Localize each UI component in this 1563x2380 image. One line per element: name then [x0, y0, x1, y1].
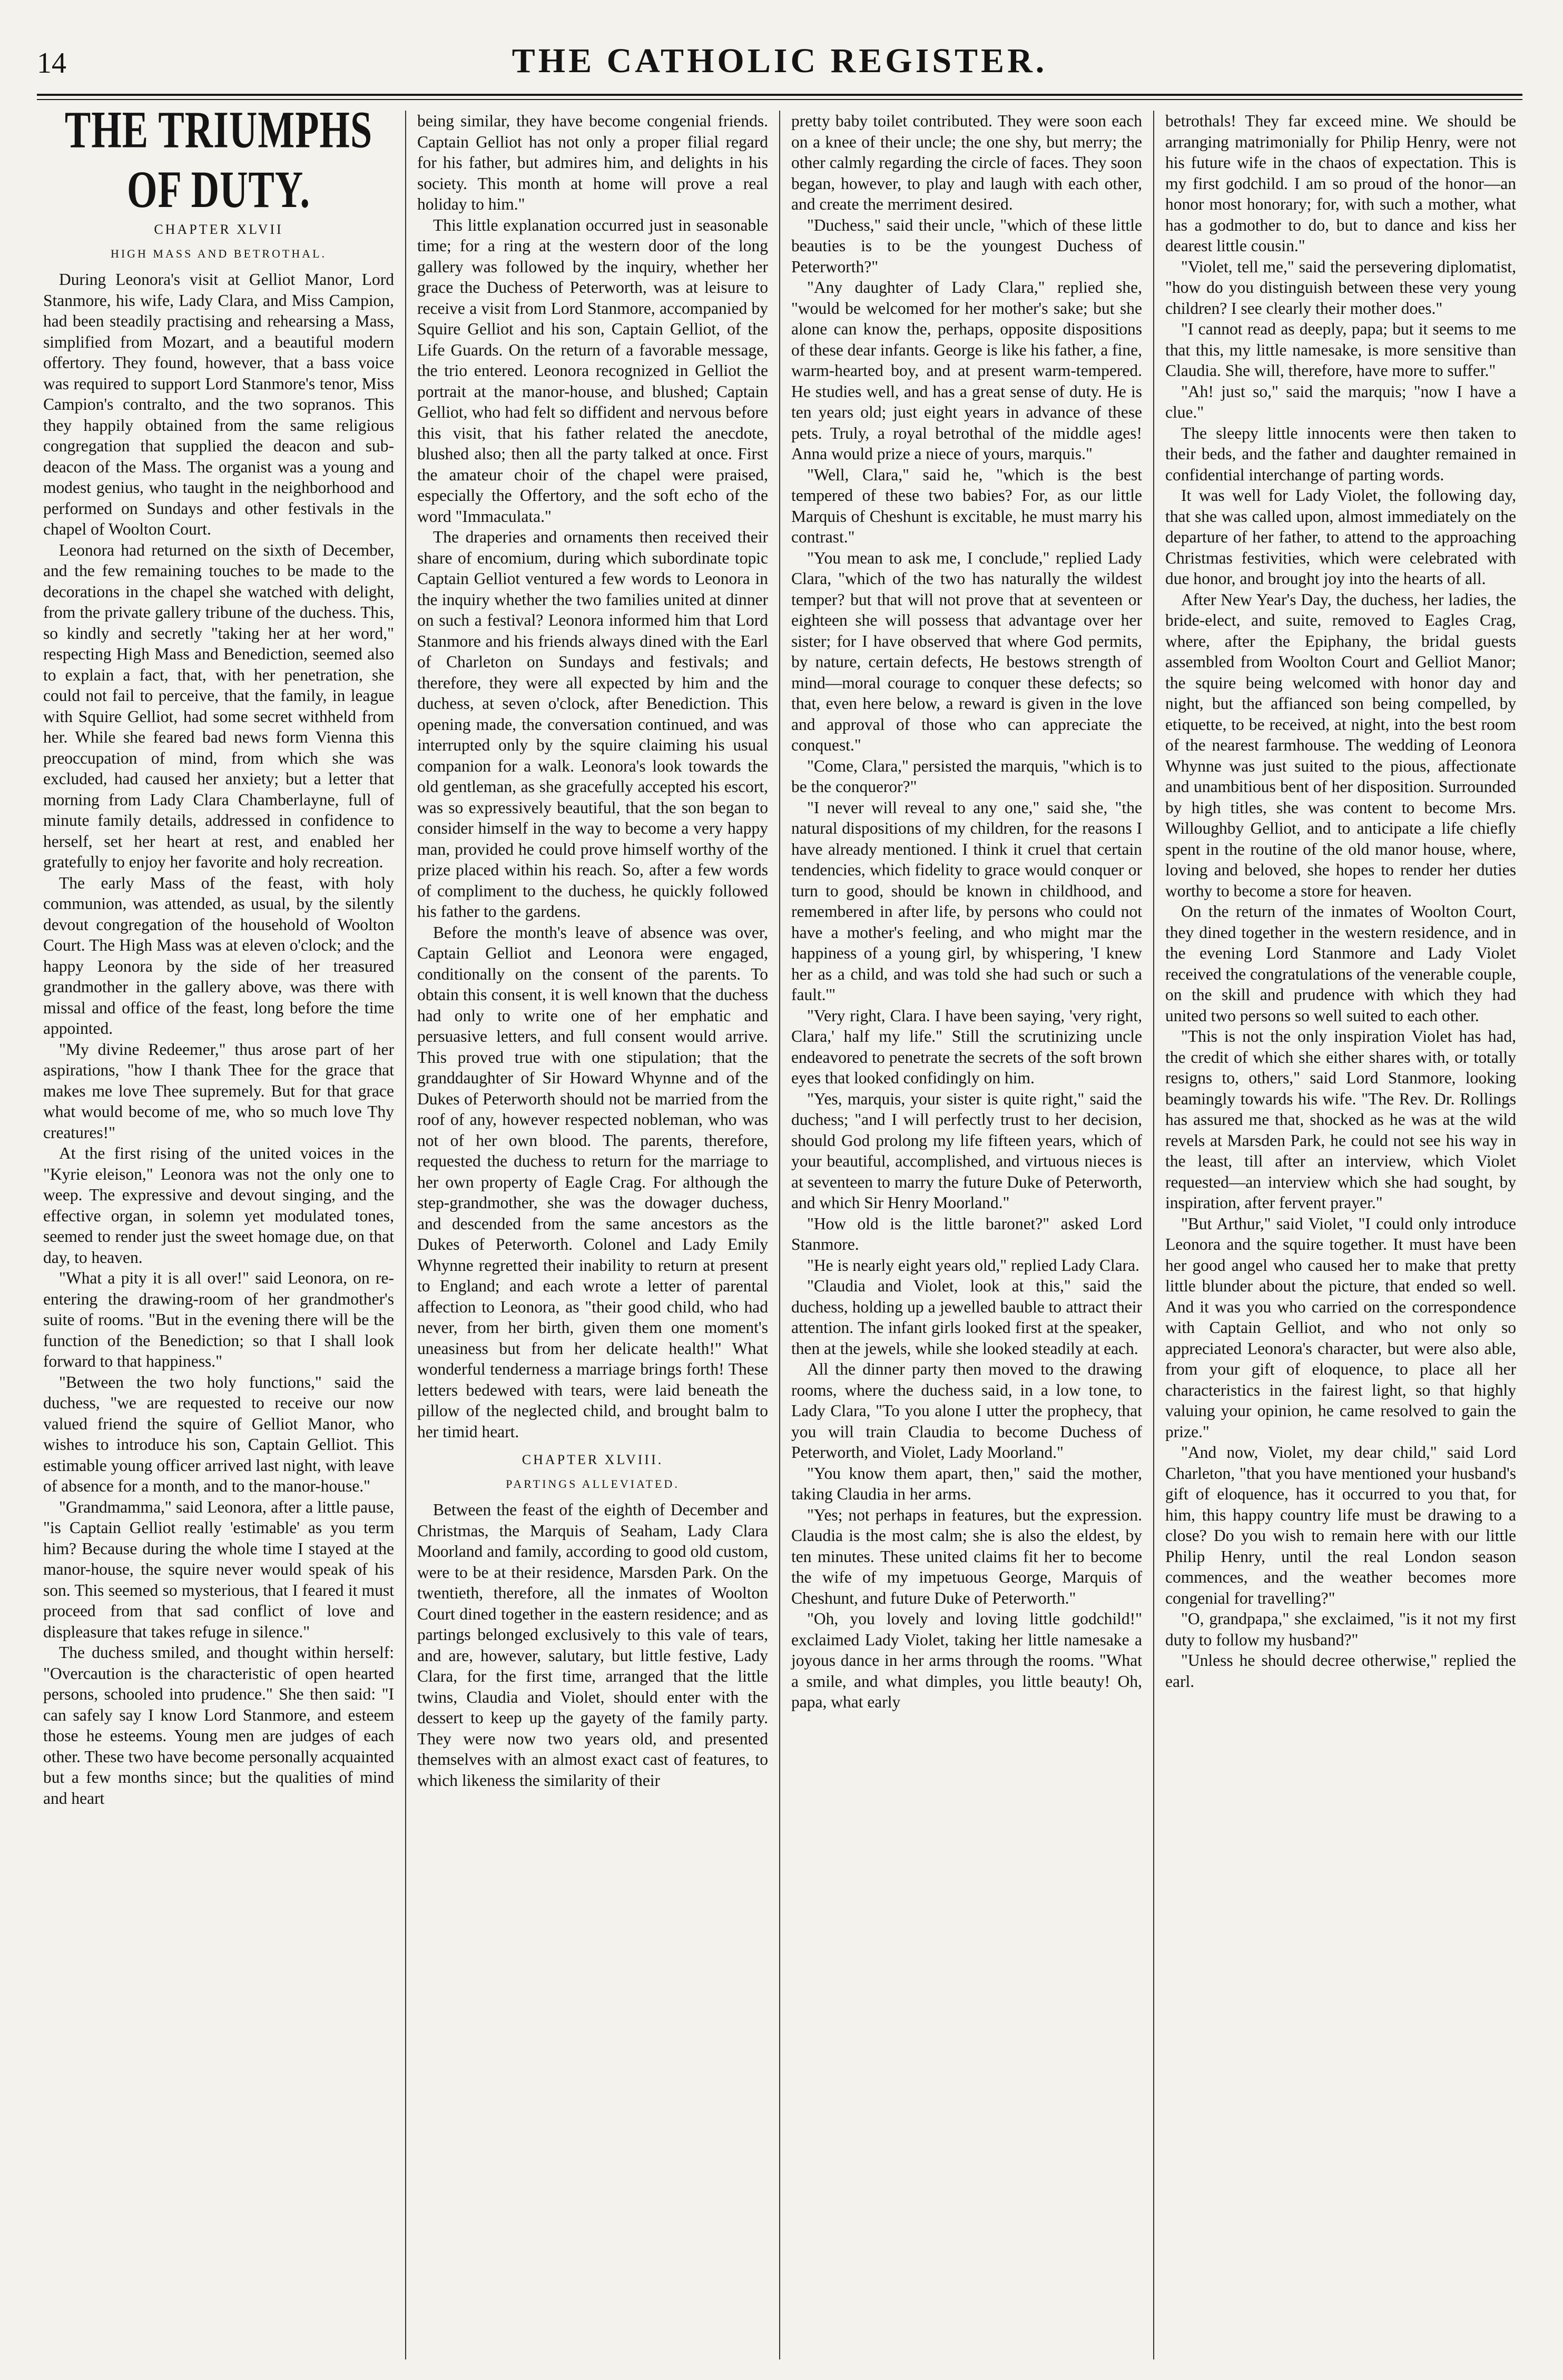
paragraph: This little explanation occurred just in seasonable time; for a ring at the western door of the long gallery was followed by the inquiry, whether her grace the Duchess of Peterworth, was at leisure to receive a visit from Lord Stanmore, accompanied by Squire Gelliot and his son, Captain Gelliot, of the Life Guards. On the return of a favorable message, the trio entered. Leonora recognized in Gelliot the portrait at the manor-house, and blushed; Captain Gelliot, who had felt so diffident and nervous before this visit, that his father related the anecdote, blushed also; then all the party talked at once. First the amateur choir of the chapel were praised, especially the Offertory, and the soft echo of the word "Immaculata.": [417, 215, 768, 526]
paragraph: "My divine Redeemer," thus arose part of her aspirations, "how I thank Thee for the grace that makes me love Thee supremely. But for that grace what would become of me, who so much love Thy creatures!": [43, 1040, 394, 1142]
paragraph: "You know them apart, then," said the mother, taking Claudia in her arms.: [791, 1464, 1142, 1503]
paragraph: "Very right, Clara. I have been saying, 'very right, Clara,' half my life." Still the scrutinizing uncle endeavored to penetrate the secrets of the soft brown eyes that looked confidingly on him.: [791, 1006, 1142, 1087]
column-3: [785, 111, 1148, 2359]
paragraph: After New Year's Day, the duchess, her ladies, the bride-elect, and suite, removed to Eagles Crag, where, after the Epiphany, the bridal guests assembled from Woolton Court and Gelliot Manor; the squire being welcomed with honor day and night, but the affianced son being compelled, by etiquette, to be received, at night, into the best room of the nearest farmhouse. The wedding of Leonora Whynne was just suited to the pious, affectionate and unambitious bent of her disposition. Surrounded by high titles, she was content to become Mrs. Willoughby Gelliot, and to anticipate a life chiefly spent in the routine of the old manor house, where, loving and beloved, she hopes to render her duties worthy to become a store for heaven.: [1165, 590, 1516, 900]
paragraph: "Grandmamma," said Leonora, after a little pause, "is Captain Gelliot really 'estimable' as you term him? Because during the whole time I stayed at the manor-house, the squire never would speak of his son. This seemed so mysterious, that I feared it must proceed from that sad conflict of love and displeasure that takes refuge in silence.": [43, 1497, 394, 1641]
column-divider: [1148, 111, 1159, 2359]
paragraph: It was well for Lady Violet, the following day, that she was called upon, almost immediately on the departure of her father, to attend to the approaching Christmas festivities, which were celebrated with due honor, and brought joy into the hearts of all.: [1165, 486, 1516, 588]
paragraph: being similar, they have become congenial friends. Captain Gelliot has not only a proper filial regard for his father, but admires him, and delights in his society. This month at home will prove a real holiday to him.": [417, 112, 768, 213]
column-1: [37, 111, 400, 2359]
paragraph: "Ah! just so," said the marquis; "now I have a clue.": [1165, 382, 1516, 421]
paragraph: At the first rising of the united voices in the "Kyrie eleison," Leonora was not the only one to weep. The expressive and devout singing, and the effective organ, in solemn yet modulated tones, seemed to render just the sweet homage due, on that day, to heaven.: [43, 1144, 394, 1267]
paragraph: "Unless he should decree otherwise," replied the earl.: [1165, 1651, 1516, 1691]
article-title: THE TRIUMPHS OF DUTY.: [64, 111, 373, 220]
chapter-subheading: PARTINGS ALLEVIATED.: [506, 1477, 680, 1490]
page-number: 14: [37, 47, 66, 80]
column-2: [411, 111, 774, 2359]
paragraph: "Well, Clara," said he, "which is the best tempered of these two babies? For, as our little Marquis of Cheshunt is excitable, he must marry his contrast.": [791, 465, 1142, 546]
chapter-heading: CHAPTER XLVII: [154, 222, 283, 237]
article-columns: [37, 111, 1522, 2359]
paragraph: The duchess smiled, and thought within herself: "Overcaution is the characteristic of open hearted persons, schooled into prudence." She then said: "I can safely say I know Lord Stanmore, and esteem those he esteems. Young men are judges of each other. These two have become personally acquainted but a few months since; but the qualities of mind and heart: [43, 1643, 394, 1808]
paragraph: Between the feast of the eighth of December and Christmas, the Marquis of Seaham, Lady Clara Moorland and family, according to good old custom, were to be at their residence, Marsden Park. On the twentieth, therefore, all the inmates of Woolton Court dined together in the eastern residence; and as partings belonged exclusively to this vale of tears, and are, however, salutary, but little festive, Lady Clara, for the first time, arranged that the little twins, Claudia and Violet, should enter with the dessert to keep up the gayety of the family party. They were now two years old, and presented themselves with an almost exact cast of features, to which likeness the similarity of their: [417, 1500, 768, 1790]
paragraph: The sleepy little innocents were then taken to their beds, and the father and daughter remained in confidential interchange of parting words.: [1165, 423, 1516, 484]
paragraph: "Come, Clara," persisted the marquis, "which is to be the conqueror?": [791, 756, 1142, 796]
header-rule: [37, 94, 1522, 96]
paragraph: "Yes; not perhaps in features, but the expression. Claudia is the most calm; she is also the eldest, by ten minutes. These united claims fit her to become the wife of my impetuous George, Marquis of Cheshunt, and future Duke of Peterworth.": [791, 1505, 1142, 1607]
paragraph: "But Arthur," said Violet, "I could only introduce Leonora and the squire together. It must have been her good angel who caused her to make that pretty little blunder about the picture, that ended so well. And it was you who carried on the correspondence with Captain Gelliot, and who not only so appreciated Leonora's character, but were also able, from your gift of eloquence, to place all her characteristics in the fairest light, so that highly valuing your opinion, he came resolved to gain the prize.": [1165, 1214, 1516, 1441]
column-4: [1159, 111, 1522, 2359]
paragraph: "Claudia and Violet, look at this," said the duchess, holding up a jewelled bauble to attract their attention. The infant girls looked first at the speaker, then at the jewels, while she looked steadily at each.: [791, 1277, 1142, 1358]
paragraph: "He is nearly eight years old," replied Lady Clara.: [807, 1256, 1139, 1275]
paragraph: The draperies and ornaments then received their share of encomium, during which subordinate topic Captain Gelliot ventured a few words to Leonora in the inquiry whether the two families united at dinner on such a festival? Leonora informed him that Lord Stanmore and his friends always dined with the Earl of Charleton on Sundays and festivals; and therefore, they were all expected by him and the duchess, at seven o'clock, after Benediction. This opening made, the conversation continued, and was interrupted only by the squire claiming his usual companion for a walk. Leonora's look towards the old gentleman, as she gracefully accepted his escort, was so expressively beautiful, that the son began to consider himself in the way to become a very happy man, provided he could prove himself worthy of the prize placed within his reach. So, after a few words of compliment to the duchess, he quickly followed his father to the gardens.: [417, 528, 768, 921]
paragraph: On the return of the inmates of Woolton Court, they dined together in the western residence, and in the evening Lord Stanmore and Lady Violet received the congratulations of the venerable couple, on the skill and prudence with which they had united two persons so well suited to each other.: [1165, 902, 1516, 1025]
paragraph: "And now, Violet, my dear child," said Lord Charleton, "that you have mentioned your husband's gift of eloquence, has it occurred to you that, for him, this happy country life must be drawing to a close? Do you wish to remain here with our little Philip Henry, until the real London season commences, and the weather becomes more congenial for travelling?": [1165, 1443, 1516, 1607]
paragraph: "Between the two holy functions," said the duchess, "we are requested to receive our now valued friend the squire of Gelliot Manor, who wishes to introduce his son, Captain Gelliot. This estimable young officer arrived last night, with leave of absence for a month, and to the manor-house.": [43, 1372, 394, 1495]
paragraph: "Violet, tell me," said the persevering diplomatist, "how do you distinguish between these very young children? I see clearly their mother does.": [1165, 257, 1516, 318]
paragraph: Leonora had returned on the sixth of December, and the few remaining touches to be made to the decorations in the chapel she watched with delight, from the private gallery tribune of the duchess. This, so kindly and secretly "taking her at her word," respecting High Mass and Benediction, seemed also to explain a fact, that, with her penetration, she could not fail to perceive, that the family, in league with Squire Gelliot, had some secret withheld from her. While she feared bad news form Vienna this preoccupation of mind, from which she was excluded, had caused her anxiety; but a letter that morning from Lady Clara Chamberlayne, full of minute family details, addressed in confidence to herself, set her heart at rest, and enabled her gratefully to enjoy her favorite and holy recreation.: [43, 540, 394, 871]
paragraph: "I cannot read as deeply, papa; but it seems to me that this, my little namesake, is more sensitive than Claudia. She will, therefore, have more to suffer.": [1165, 320, 1516, 380]
paragraph: betrothals! They far exceed mine. We should be arranging matrimonially for Philip Henry, were not his future wife in the chaos of expectation. This is my first godchild. I am so proud of the honor—an honor most honorary; for, with such a mother, what has a godmother to do, but to dance and kiss her dearest little cousin.": [1165, 112, 1516, 255]
paragraph: "Duchess," said their uncle, "which of these little beauties is to be the youngest Duchess of Peterworth?": [791, 215, 1142, 276]
chapter-subheading: HIGH MASS AND BETROTHAL.: [110, 246, 327, 260]
paragraph: "I never will reveal to any one," said she, "the natural dispositions of my children, for the reasons I have already mentioned. I think it cruel that certain tendencies, which fidelity to grace would conquer or turn to good, should be known in childhood, and remembered in after life, by persons who could not have a mother's feeling, and who might mar the happiness of a young girl, by whispering, 'I knew her as a child, and was told she had such or such a fault.'": [791, 798, 1142, 1004]
column-divider: [774, 111, 785, 2359]
header-rule-thin: [37, 99, 1522, 100]
paragraph: Before the month's leave of absence was over, Captain Gelliot and Leonora were engaged, conditionally on the consent of the parents. To obtain this consent, it is well known that the duchess had only to write one of her emphatic and persuasive letters, and full consent would arrive. This proved true with one stipulation; that the granddaughter of Sir Howard Whynne and of the Dukes of Peterworth should not be married from the roof of any, however respected nobleman, who was not of her own blood. The parents, therefore, requested the duchess to return for the marriage to her own property of Eagle Crag. For although the step-grandmother, she was the dowager duchess, and descended from the same ancestors as the Dukes of Peterworth. Colonel and Lady Emily Whynne regretted their inability to return at present to England; and each wrote a letter of parental affection to Leonora, as "their good child, who had never, from her birth, given them one moment's uneasiness but from her delicate health!" What wonderful tenderness a marriage brings forth! These letters bedewed with tears, were laid beneath the pillow of the neglected child, and brought balm to her timid heart.: [417, 923, 768, 1441]
paragraph: During Leonora's visit at Gelliot Manor, Lord Stanmore, his wife, Lady Clara, and Miss Campion, had been steadily practising and rehearsing a Mass, simplified from Mozart, and a beautiful modern offertory. They found, however, that a bass voice was required to support Lord Stanmore's tenor, Miss Campion's contralto, and the two sopranos. This they happily obtained from the same religious congregation that supplied the deacon and sub-deacon of the Mass. The organist was a young and modest genius, who taught in the neighborhood and performed on Sundays and other festivals in the chapel of Woolton Court.: [43, 270, 394, 538]
paragraph: "This is not the only inspiration Violet has had, the credit of which she either shares with, or totally resigns to, others," said Lord Stanmore, looking beamingly towards his wife. "The Rev. Dr. Rollings has assured me that, shocked as he was at the wild revels at Marsden Park, he could not see his way in the least, till after an interview, which Violet requested—an interview which she had sought, by inspiration, after fervent prayer.": [1165, 1027, 1516, 1212]
paragraph: All the dinner party then moved to the drawing rooms, where the duchess said, in a low tone, to Lady Clara, "To you alone I utter the prophecy, that you will train Claudia to become Duchess of Peterworth, and Violet, Lady Moorland.": [791, 1360, 1142, 1461]
page-header: [37, 32, 1522, 100]
paragraph: "O, grandpapa," she exclaimed, "is it not my first duty to follow my husband?": [1165, 1609, 1516, 1649]
paragraph: "You mean to ask me, I conclude," replied Lady Clara, "which of the two has naturally the wildest temper? but that will not prove that at seventeen or eighteen she will possess that advantage over her sister; for I have observed that where God permits, by nature, certain defects, He bestows strength of mind—moral courage to conquer these defects; so that, even here below, a reward is given in the love and approval of those who can appreciate the conquest.": [791, 548, 1142, 754]
newspaper-page: [37, 32, 1522, 2359]
paragraph: "Any daughter of Lady Clara," replied she, "would be welcomed for her mother's sake; but she alone can know the, perhaps, opposite dispositions of these dear infants. George is like his father, a fine, warm-hearted boy, and at present warm-tempered. He studies well, and has a great sense of duty. He is ten years old; just eight years in advance of these pets. Truly, a royal betrothal of the middle ages! Anna would prize a niece of yours, marquis.": [791, 278, 1142, 463]
chapter-heading: CHAPTER XLVIII.: [522, 1452, 664, 1467]
column-divider: [400, 111, 411, 2359]
paragraph: "What a pity it is all over!" said Leonora, on re-entering the drawing-room of her grandmother's suite of rooms. "But in the evening there will be the function of the Benediction; so that I shall look forward to that happiness.": [43, 1269, 394, 1370]
paragraph: The early Mass of the feast, with holy communion, was attended, as usual, by the silently devout congregation of the household of Woolton Court. The High Mass was at eleven o'clock; and the happy Leonora by the side of her treasured grandmother in the gallery above, was there with missal and office of the feast, long before the time appointed.: [43, 873, 394, 1038]
paragraph: "Oh, you lovely and loving little godchild!" exclaimed Lady Violet, taking her little namesake a joyous dance in her arms through the rooms. "What a smile, and what dimples, you little beauty! Oh, papa, what early: [791, 1609, 1142, 1711]
masthead: THE CATHOLIC REGISTER.: [512, 42, 1048, 80]
paragraph: "How old is the little baronet?" asked Lord Stanmore.: [791, 1214, 1142, 1253]
paragraph: pretty baby toilet contributed. They were soon each on a knee of their uncle; the one shy, but merry; the other calmly regarding the circle of faces. They soon began, however, to play and laugh with each other, and create the merriment desired.: [791, 112, 1142, 213]
paragraph: "Yes, marquis, your sister is quite right," said the duchess; "and I will perfectly trust to her decision, should God prolong my life fifteen years, which of your beautiful, accomplished, and virtuous nieces is at seventeen to marry the future Duke of Peterworth, and which Sir Henry Moorland.": [791, 1089, 1142, 1212]
